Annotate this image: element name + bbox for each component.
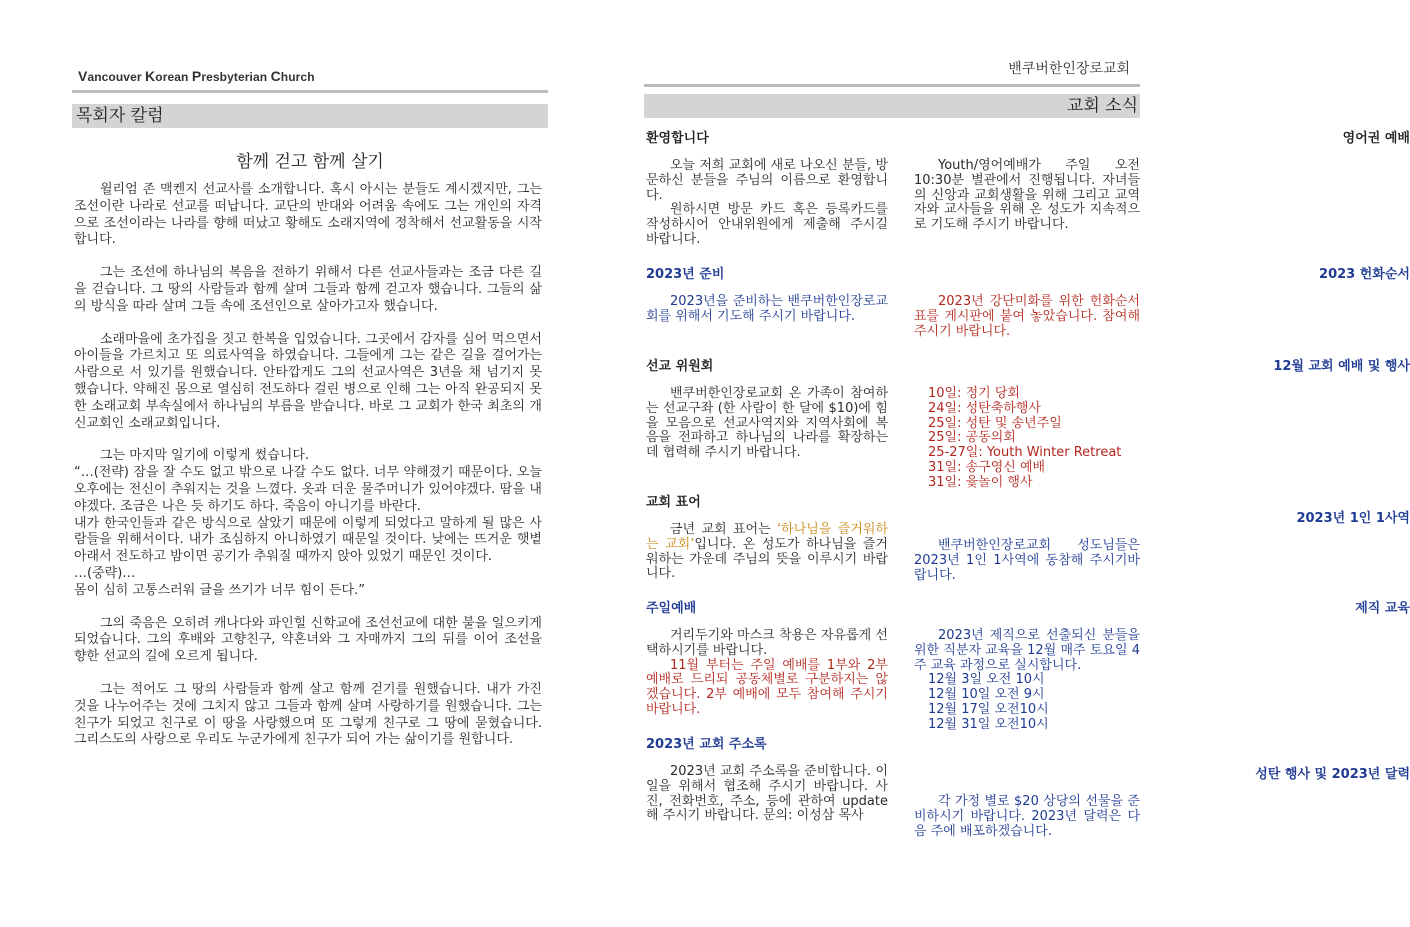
news-text: 원하시면 방문 카드 혹은 등록카드를 작성하시어 안내위원에게 제출해 주시길 바랍니다. [646,202,888,247]
news-heading: 2023년 준비 [646,267,725,282]
news-text: 2023년 교회 주소록을 준비합니다. 이 일을 위해서 협조해 주시기 바랍니다. 사진, 전화번호, 주소, 등에 관하여 update 해 주시기 바랍니다. 문의: 이성삼 목사 [646,764,888,824]
news-christmas-calendar [914,766,1410,839]
event-item: 31일: 윷놀이 행사 [928,474,1033,490]
session-item: 12월 10일 오전 9시 [928,687,1045,703]
left-page [72,0,548,927]
header-rule [72,90,548,93]
article-title: 함께 걷고 함께 살기 [236,152,384,172]
news-text: Youth/영어예배가 주일 오전 10:30분 별관에서 진행됩니다. 자녀들의 신앙과 교회생활을 위해 그리고 교역자와 교사들을 위해 온 성도가 지속적으로 기도해 주시기 바랍니다. [914,158,1140,233]
article-body [74,182,542,749]
news-heading: 성탄 행사 및 2023년 달력 [1255,767,1410,782]
news-heading: 교회 표어 [646,495,701,510]
news-text: 거리두기와 마스크 착용은 자유롭게 선택하시기를 바랍니다. [646,628,888,658]
event-item: 25-27일: Youth Winter Retreat [928,445,1122,461]
section-header-pastor-column: 목회자 칼럼 [72,104,548,128]
news-directory [646,736,888,824]
news-heading: 주일예배 [646,601,697,616]
news-text: 밴쿠버한인장로교회 온 가족이 참여하는 선교구좌 (한 사람이 한 달에 $10)에 힘을 모음으로 선교사역지와 지역사회에 복음을 전파하고 하나님의 나라를 확장하는데 협력해 주시기 바랍니다. [646,386,888,461]
news-heading: 제직 교육 [1355,601,1410,616]
diary-quote: …(중략)… [74,565,136,581]
article-paragraph: 그의 죽음은 오히려 캐나다와 파인힐 신학교에 조선선교에 대한 불을 일으키게 되었습니다. 그의 후배와 고향친구, 약혼녀와 그 자매까지 그의 뒤를 이어 조선을 향한 선교의 길에 오르게 됩니다. [74,615,542,665]
diary-quote: 몸이 심히 고통스러워 글을 쓰기가 너무 힘이 든다.” [74,582,365,598]
church-name-english: Vancouver Korean Presbyterian Church [78,68,315,84]
session-item: 12월 3일 오전 10시 [928,672,1045,688]
header-rule [644,84,1140,87]
article-paragraph: 그는 마지막 일기에 이렇게 썼습니다. [100,448,310,464]
news-text: 금년 교회 표어는 ‘하나님을 즐거워하는 교회’입니다. 온 성도가 하나님을 즐거워하는 가운데 주님의 뜻을 이루시기 바랍니다. [646,522,888,582]
diary-quote: “…(전략) 잠을 잘 수도 없고 밖으로 나갈 수도 없다. 너무 약해졌기 때문이다. 오늘 오후에는 전신이 추워지는 것을 느꼈다. 옷과 더운 물주머니가 있어야겠다. 땀을 내야겠다. 조금은 나은 듯 하기도 하다. 죽음이 아니기를 바란다. [74,465,542,514]
news-motto [646,494,888,582]
right-page [644,0,1410,927]
church-name-korean: 밴쿠버한인장로교회 [1008,61,1130,77]
session-item: 12월 17일 오전10시 [928,701,1049,717]
article-paragraph: 윌리엄 존 맥켄지 선교사를 소개합니다. 혹시 아시는 분들도 계시겠지만, 그는 조선이란 나라로 선교를 떠납니다. 교단의 반대와 어려움 속에도 그는 개인의 자격으로 조선이라는 나라를 향해 떠났고 황해도 소래지역에 정착해서 선교활동을 시작합니다. [74,182,542,248]
event-item: 25일: 성탄 및 송년주일 [928,415,1062,431]
news-text: 오늘 저희 교회에 새로 나오신 분들, 방문하신 분들을 주님의 이름으로 환영합니다. [646,158,888,203]
article-paragraph: 그는 적어도 그 땅의 사람들과 함께 살고 함께 걷기를 원했습니다. 내가 가진 것을 나누어주는 것에 그치지 않고 그들과 함께 살며 사랑하기를 원했습니다. 그는 친구가 되었고 친구로 이 땅을 사랑했으며 또 그렇게 친구로 그 땅에 묻혔습니다. 그리스도의 사랑으로 우리도 누군가에게 친구가 되어 가는 삶이기를 원합니다. [74,681,542,748]
news-prep-2023 [646,266,888,325]
article-paragraph: 소래마을에 초가집을 짓고 한복을 입었습니다. 그곳에서 감자를 심어 먹으면서 아이들을 가르치고 또 의료사역을 하였습니다. 그들에게 그는 같은 길을 걸어가는 사람으로 서 있기를 원했습니다. 안타깝게도 그의 선교사역은 3년을 채 넘기지 못했습니다. 약해진 몸으로 열심히 전도하다 걸린 병으로 인해 그는 아직 완공되지 못한 소래교회 부속실에서 하나님의 부름을 받습니다. 바로 그 교회가 한국 최초의 개신교회인 소래교회입니다. [74,331,542,431]
event-list [914,387,1140,491]
event-item: 10일: 정기 당회 [928,386,1020,401]
news-heading: 2023년 1인 1사역 [1296,511,1410,526]
news-mission [646,358,888,461]
news-text: 11월 부터는 주일 예배를 1부와 2부 예배로 드리되 공동체별로 구분하지는 않겠습니다. 2부 예배에 모두 참여해 주시기 바랍니다. [646,657,888,717]
news-december-events [914,358,1410,491]
news-text: 2023년 제직으로 선출되신 분들을 위한 직분자 교육을 12월 매주 토요일 4주 교육 과정으로 실시합니다. [914,628,1140,673]
event-item: 31일: 송구영신 예배 [928,459,1046,475]
news-one-ministry [914,510,1410,583]
session-item: 12월 31일 오전10시 [928,716,1049,732]
news-heading: 선교 위원회 [646,359,714,374]
news-welcome [646,130,888,248]
news-text: 밴쿠버한인장로교회 성도님들은 2023년 1인 1사역에 동참해 주시기바랍니다. [914,538,1140,583]
news-heading: 환영합니다 [646,131,709,146]
article-paragraph: 그는 조선에 하나님의 복음을 전하기 위해서 다른 선교사들과는 조금 다른 길을 걷습니다. 그 땅의 사람들과 함께 살며 그들과 함께 걷고자 했습니다. 그들의 삶의 방식을 따라 살며 그들 속에 조선인으로 살아가고자 했습니다. [74,265,542,314]
diary-quote: 내가 한국인들과 같은 방식으로 살았기 때문에 이렇게 되었다고 말하게 될 많은 사람들을 위해서이다. 내가 조심하지 아니하였기 때문일 것이다. 낮에는 뜨거운 햇볕 아래서 전도하고 밤이면 공기가 추워질 때까지 앉아 있었기 때문인 것이다. [74,515,542,565]
section-header-church-news: 교회 소식 [644,94,1140,118]
news-heading: 12월 교회 예배 및 행사 [1273,359,1410,374]
news-text: 2023년을 준비하는 밴쿠버한인장로교회를 위해서 기도해 주시기 바랍니다. [646,294,888,324]
news-flowers [914,266,1410,339]
news-english-worship [914,130,1410,233]
news-sunday-worship [646,600,888,718]
event-item: 24일: 성탄축하행사 [928,400,1041,416]
motto-highlight: ‘하나님을 즐거워하는 교회’ [646,522,888,552]
news-heading: 영어권 예배 [1342,131,1410,146]
news-text: 각 가정 별로 $20 상당의 선물을 준비하시기 바랍니다. 2023년 달력은 다음 주에 배포하겠습니다. [914,794,1140,839]
news-text: 2023년 강단미화를 위한 헌화순서표를 게시판에 붙여 놓았습니다. 참여해 주시기 바랍니다. [914,294,1140,339]
news-heading: 2023년 교회 주소록 [646,737,767,752]
news-officer-training [914,600,1410,733]
news-heading: 2023 헌화순서 [1319,267,1410,282]
event-item: 25일: 공동의회 [928,430,1016,446]
